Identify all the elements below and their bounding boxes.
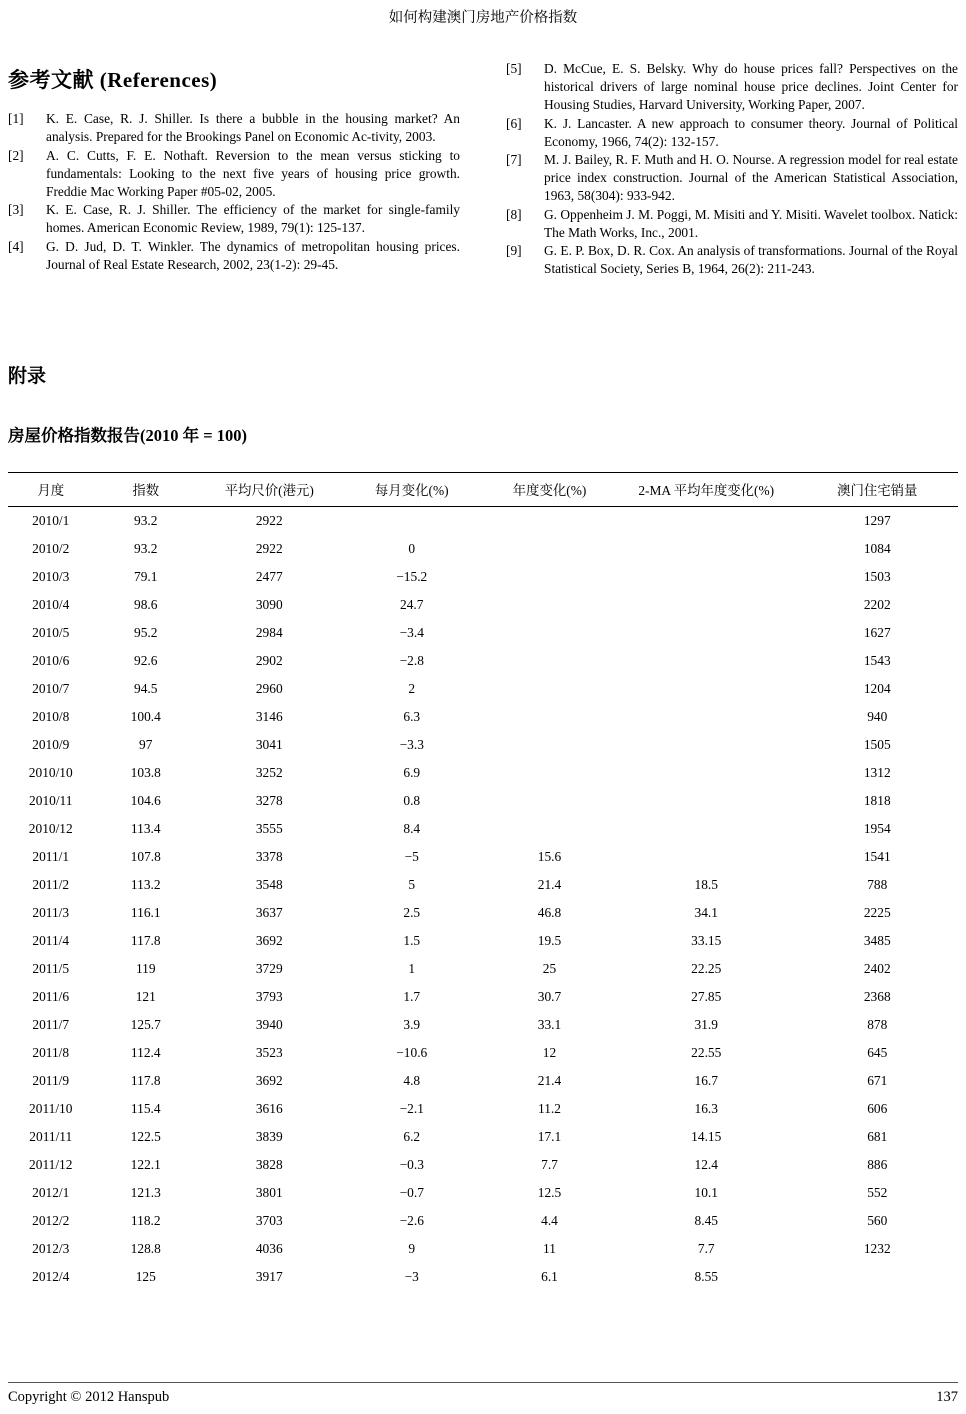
table-cell: 681: [867, 1128, 888, 1144]
table-cell: 94.5: [134, 680, 158, 696]
table-cell: 2010/3: [32, 568, 70, 584]
table-row: [8, 535, 958, 563]
reference-number: [7]: [506, 152, 522, 167]
table-header-cell: 2-MA 平均年度变化(%): [638, 482, 775, 498]
table-cell: 6.9: [403, 764, 421, 780]
table-cell: 2010/9: [32, 736, 70, 752]
table-cell: [616, 787, 797, 815]
table-cell: 25: [542, 960, 557, 976]
table-cell: 2010/1: [32, 512, 70, 528]
table-cell: 2011/12: [29, 1156, 73, 1172]
references-heading: 参考文献 (References): [8, 68, 218, 92]
table-cell: 1541: [863, 848, 891, 864]
table-cell: [616, 591, 797, 619]
references-list-left: [8, 110, 460, 274]
table-cell: [483, 675, 616, 703]
table-cell: 98.6: [134, 596, 158, 612]
reference-number: [9]: [506, 243, 522, 258]
table-cell: [483, 591, 616, 619]
table-cell: 3041: [255, 736, 283, 752]
reference-item: [506, 206, 958, 242]
table-cell: [483, 759, 616, 787]
table-cell: [616, 731, 797, 759]
table-row: [8, 731, 958, 759]
table-cell: [616, 815, 797, 843]
table-cell: 2010/2: [32, 540, 70, 556]
table-cell: 3793: [255, 988, 283, 1004]
table-cell: 3729: [255, 960, 283, 976]
table-cell: 8.55: [694, 1268, 718, 1284]
table-cell: [483, 619, 616, 647]
table-cell: 16.3: [694, 1100, 718, 1116]
table-cell: 2225: [863, 904, 891, 920]
table-cell: −5: [404, 848, 419, 864]
table-cell: 33.15: [691, 932, 722, 948]
table-cell: 2011/10: [29, 1100, 73, 1116]
table-cell: 112.4: [130, 1044, 161, 1060]
reference-number: [5]: [506, 61, 522, 76]
table-cell: −2.1: [399, 1100, 424, 1116]
reference-text: G. E. P. Box, D. R. Cox. An analysis of transformations. Journal of the Royal Statistical Society, Series B, 1964, 26(2): 211-243.: [544, 243, 958, 276]
table-cell: 24.7: [400, 596, 424, 612]
table-head: [8, 472, 958, 506]
reference-item: [8, 110, 460, 146]
table-cell: 3692: [255, 932, 283, 948]
table-row: [8, 787, 958, 815]
table-cell: 31.9: [694, 1016, 718, 1032]
references-column-left: [8, 60, 460, 279]
table-cell: 2.5: [403, 904, 421, 920]
table-body: [8, 506, 958, 1291]
price-index-table: [8, 472, 958, 1291]
table-cell: 2011/11: [29, 1128, 73, 1144]
table-cell: [341, 506, 484, 535]
table-row: [8, 759, 958, 787]
table-cell: 1954: [863, 820, 891, 836]
table-cell: −2.6: [399, 1212, 424, 1228]
table-cell: 2012/1: [32, 1184, 70, 1200]
table-cell: 2010/10: [28, 764, 73, 780]
table-cell: −0.3: [399, 1156, 424, 1172]
reference-text: G. Oppenheim J. M. Poggi, M. Misiti and Y. Misiti. Wavelet toolbox. Natick: The Math Works, Inc., 2001.: [544, 206, 958, 240]
table-cell: 671: [867, 1072, 888, 1088]
table-cell: 1297: [863, 512, 891, 528]
table-cell: 2010/11: [29, 792, 73, 808]
table-cell: 2011/2: [32, 876, 70, 892]
table-cell: 6.3: [403, 708, 421, 724]
table-row: [8, 983, 958, 1011]
table-cell: 0: [408, 540, 416, 556]
reference-item: [8, 238, 460, 274]
table-cell: 115.4: [130, 1100, 161, 1116]
reference-text: M. J. Bailey, R. F. Muth and H. O. Nourse. A regression model for real estate price index construction. Journal of the American Statistical Association, 1963, 58(304): 933-942.: [544, 152, 958, 203]
table-cell: [616, 535, 797, 563]
table-cell: [483, 535, 616, 563]
table-row: [8, 1263, 958, 1291]
references-section: [8, 60, 958, 279]
table-cell: 1818: [863, 792, 891, 808]
table-cell: 14.15: [691, 1128, 722, 1144]
table-cell: [483, 647, 616, 675]
table-cell: 3.9: [403, 1016, 421, 1032]
table-cell: 2011/4: [32, 932, 70, 948]
table-cell: 788: [867, 876, 888, 892]
table-cell: [797, 1263, 959, 1291]
table-cell: 3555: [255, 820, 283, 836]
table-cell: [483, 703, 616, 731]
table-cell: [616, 563, 797, 591]
table-cell: 18.5: [694, 876, 718, 892]
table-cell: [483, 563, 616, 591]
table-cell: 97: [139, 736, 153, 752]
table-cell: 21.4: [537, 1072, 562, 1088]
table-cell: 104.6: [130, 792, 161, 808]
table-cell: 552: [867, 1184, 888, 1200]
reference-number: [6]: [506, 115, 522, 131]
reference-item: [506, 115, 958, 151]
table-cell: 3146: [255, 708, 283, 724]
table-cell: 3703: [255, 1212, 283, 1228]
table-cell: 4036: [255, 1240, 283, 1256]
references-list-right: [506, 60, 958, 278]
table-cell: 122.5: [130, 1128, 161, 1144]
table-cell: 2: [408, 680, 416, 696]
table-cell: 93.2: [134, 540, 158, 556]
table-cell: [616, 759, 797, 787]
table-row: [8, 647, 958, 675]
table-row: [8, 1039, 958, 1067]
table-row: [8, 703, 958, 731]
table-cell: 19.5: [537, 932, 562, 948]
table-cell: 93.2: [134, 512, 158, 528]
table-title: 房屋价格指数报告(2010 年 = 100): [8, 425, 248, 445]
table-cell: 560: [867, 1212, 888, 1228]
table-cell: 1312: [863, 764, 891, 780]
table-row: [8, 955, 958, 983]
table-row: [8, 1207, 958, 1235]
table-cell: −10.6: [396, 1044, 428, 1060]
table-cell: 1.5: [403, 932, 421, 948]
table-cell: 8.45: [694, 1212, 718, 1228]
table-cell: 6.2: [403, 1128, 421, 1144]
table-cell: 940: [867, 708, 888, 724]
table-cell: 3523: [255, 1044, 283, 1060]
table-cell: −2.8: [399, 652, 424, 668]
page-footer: [8, 1382, 958, 1406]
table-cell: 79.1: [134, 568, 158, 584]
references-column-right: [506, 60, 958, 279]
table-cell: 1.7: [403, 988, 421, 1004]
table-cell: 3090: [255, 596, 283, 612]
table-cell: 2902: [255, 652, 283, 668]
table-cell: 21.4: [537, 876, 562, 892]
table-cell: 22.55: [691, 1044, 722, 1060]
table-cell: 2010/6: [32, 652, 70, 668]
copyright-text: Copyright © 2012 Hanspub: [8, 1389, 170, 1405]
table-cell: 128.8: [130, 1240, 161, 1256]
reference-text: A. C. Cutts, F. E. Nothaft. Reversion to the mean versus sticking to fundamentals: Looking to the next five years of housing price growth. Freddie Mac Working Paper #05-02, 2005.: [46, 147, 460, 199]
table-header-cell: 月度: [37, 482, 65, 498]
table-row: [8, 1123, 958, 1151]
table-cell: 3940: [255, 1016, 283, 1032]
table-cell: 645: [867, 1044, 888, 1060]
table-cell: 117.8: [130, 1072, 161, 1088]
table-cell: 95.2: [134, 624, 158, 640]
table-cell: −15.2: [396, 568, 428, 584]
table-cell: 2012/4: [32, 1268, 70, 1284]
reference-text: K. E. Case, R. J. Shiller. Is there a bubble in the housing market? An analysis. Prepared for the Brookings Panel on Economic Ac-tivity, 2003.: [46, 111, 460, 144]
table-cell: 2477: [255, 568, 283, 584]
table-cell: 3828: [255, 1156, 283, 1172]
table-cell: 1: [408, 960, 416, 976]
table-cell: 3839: [255, 1128, 283, 1144]
table-row: [8, 506, 958, 535]
table-cell: 3801: [255, 1184, 283, 1200]
table-cell: 1543: [863, 652, 891, 668]
table-cell: 2011/1: [32, 848, 70, 864]
table-cell: 5: [408, 876, 416, 892]
table-cell: [616, 506, 797, 535]
table-cell: 103.8: [130, 764, 161, 780]
reference-number: [8]: [506, 206, 522, 222]
table-cell: [616, 647, 797, 675]
table-cell: 1503: [863, 568, 891, 584]
table-row: [8, 619, 958, 647]
running-head: 如何构建澳门房地产价格指数: [388, 10, 578, 26]
table-cell: [483, 787, 616, 815]
table-cell: 2984: [255, 624, 283, 640]
table-cell: 2010/7: [32, 680, 70, 696]
table-cell: 3485: [863, 932, 891, 948]
table-cell: [616, 675, 797, 703]
table-cell: 4.8: [403, 1072, 421, 1088]
table-cell: 27.85: [691, 988, 722, 1004]
table-cell: 1232: [863, 1240, 891, 1256]
table-cell: 3692: [255, 1072, 283, 1088]
table-cell: 2960: [255, 680, 283, 696]
table-cell: 3378: [255, 848, 283, 864]
table-cell: 8.4: [403, 820, 421, 836]
table-cell: 2010/5: [32, 624, 70, 640]
table-row: [8, 871, 958, 899]
table-cell: 3548: [255, 876, 283, 892]
table-cell: 16.7: [694, 1072, 718, 1088]
table-cell: 107.8: [130, 848, 161, 864]
table-cell: 2010/8: [32, 708, 70, 724]
table-cell: 3637: [255, 904, 283, 920]
table-header-cell: 年度变化(%): [512, 482, 587, 498]
table-cell: 121.3: [130, 1184, 161, 1200]
table-cell: 92.6: [134, 652, 158, 668]
appendix-heading: 附录: [8, 365, 47, 387]
table-cell: 2402: [863, 960, 891, 976]
table-cell: 2010/12: [28, 820, 73, 836]
table-cell: 118.2: [130, 1212, 161, 1228]
table-cell: 878: [867, 1016, 888, 1032]
reference-number: [1]: [8, 111, 24, 126]
table-cell: 886: [867, 1156, 888, 1172]
table-row: [8, 1151, 958, 1179]
table-cell: 2011/8: [32, 1044, 70, 1060]
reference-number: [4]: [8, 238, 24, 254]
table-cell: 30.7: [537, 988, 562, 1004]
table-header-cell: 指数: [132, 482, 160, 498]
table-cell: 2922: [255, 540, 283, 556]
table-cell: 7.7: [541, 1156, 558, 1172]
table-cell: 0.8: [403, 792, 421, 808]
table-cell: 6.1: [541, 1268, 558, 1284]
table-cell: [616, 843, 797, 871]
table-cell: 34.1: [694, 904, 718, 920]
table-cell: [616, 619, 797, 647]
reference-text: G. D. Jud, D. T. Winkler. The dynamics of metropolitan housing prices. Journal of Real Estate Research, 2002, 23(1-2): 29-45.: [46, 238, 460, 272]
table-cell: [616, 703, 797, 731]
table-cell: 12.4: [694, 1156, 718, 1172]
table-cell: 1204: [863, 680, 891, 696]
table-cell: 11: [543, 1240, 556, 1256]
table-cell: 121: [135, 988, 156, 1004]
reference-text: K. J. Lancaster. A new approach to consumer theory. Journal of Political Economy, 1966, 74(2): 132-157.: [544, 115, 958, 149]
table-cell: 22.25: [691, 960, 722, 976]
table-cell: 12: [542, 1044, 557, 1060]
table-cell: 122.1: [130, 1156, 161, 1172]
table-header-row: [8, 472, 958, 506]
table-cell: 3252: [255, 764, 283, 780]
table-cell: [483, 506, 616, 535]
table-cell: −3.3: [399, 736, 424, 752]
table-cell: [483, 815, 616, 843]
reference-text: K. E. Case, R. J. Shiller. The efficiency of the market for single-family homes. American Economic Review, 1989, 79(1): 125-137.: [46, 202, 460, 235]
table-header-cell: 平均尺价(港元): [224, 482, 314, 498]
table-header-cell: 澳门住宅销量: [837, 482, 918, 498]
reference-item: [506, 242, 958, 278]
table-cell: 113.2: [130, 876, 161, 892]
reference-text: D. McCue, E. S. Belsky. Why do house prices fall? Perspectives on the historical drivers of large nominal house price declines. Joint Center for Housing Studies, Harvard University, Working Paper, 2007.: [544, 61, 958, 112]
table-cell: [483, 731, 616, 759]
table-cell: 2012/2: [32, 1212, 70, 1228]
table-row: [8, 815, 958, 843]
table-cell: −3.4: [399, 624, 424, 640]
table-cell: 33.1: [537, 1016, 562, 1032]
table-cell: 4.4: [541, 1212, 558, 1228]
table-cell: 2011/3: [32, 904, 70, 920]
table-header-cell: 每月变化(%): [374, 482, 449, 498]
table-row: [8, 1095, 958, 1123]
table-row: [8, 927, 958, 955]
table-row: [8, 1067, 958, 1095]
reference-number: [2]: [8, 147, 24, 163]
reference-number: [3]: [8, 202, 24, 217]
table-row: [8, 563, 958, 591]
table-cell: 2368: [863, 988, 891, 1004]
table-cell: −3: [404, 1268, 419, 1284]
table-cell: 2011/9: [32, 1072, 70, 1088]
table-cell: 2011/6: [32, 988, 70, 1004]
table-cell: 2012/3: [32, 1240, 70, 1256]
table-cell: 125: [135, 1268, 156, 1284]
table-cell: −0.7: [399, 1184, 424, 1200]
table-cell: 11.2: [538, 1100, 561, 1116]
table-cell: 9: [408, 1240, 416, 1256]
table-cell: 113.4: [130, 820, 161, 836]
table-row: [8, 899, 958, 927]
table-cell: 2011/7: [32, 1016, 70, 1032]
reference-item: [8, 201, 460, 237]
table-cell: 17.1: [537, 1128, 562, 1144]
table-cell: 1084: [863, 540, 891, 556]
table-cell: 46.8: [537, 904, 562, 920]
table-cell: 12.5: [537, 1184, 562, 1200]
reference-item: [506, 60, 958, 114]
table-cell: 1505: [863, 736, 891, 752]
table-cell: 119: [135, 960, 156, 976]
table-row: [8, 1011, 958, 1039]
table-row: [8, 591, 958, 619]
table-cell: 100.4: [130, 708, 161, 724]
table-cell: 2922: [255, 512, 283, 528]
table-cell: 606: [867, 1100, 888, 1116]
table-cell: 125.7: [130, 1016, 161, 1032]
table-cell: 1627: [863, 624, 891, 640]
table-cell: 3917: [255, 1268, 283, 1284]
page-number: 137: [936, 1389, 958, 1405]
table-cell: 2202: [863, 596, 891, 612]
reference-item: [8, 147, 460, 201]
table-cell: 15.6: [537, 848, 562, 864]
reference-item: [506, 151, 958, 205]
table-cell: 116.1: [130, 904, 161, 920]
table-cell: 117.8: [130, 932, 161, 948]
table-cell: 10.1: [694, 1184, 718, 1200]
table-cell: 3278: [255, 792, 283, 808]
table-cell: 7.7: [697, 1240, 715, 1256]
table-cell: 3616: [255, 1100, 283, 1116]
table-cell: 2011/5: [32, 960, 70, 976]
table-row: [8, 675, 958, 703]
table-row: [8, 1235, 958, 1263]
table-row: [8, 843, 958, 871]
table-row: [8, 1179, 958, 1207]
table-cell: 2010/4: [32, 596, 70, 612]
